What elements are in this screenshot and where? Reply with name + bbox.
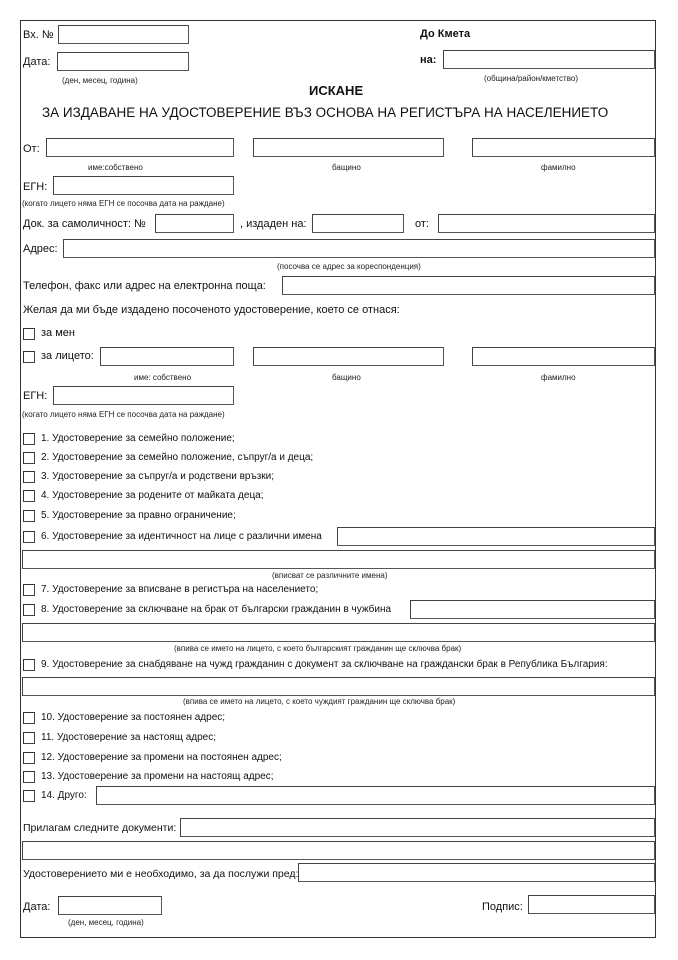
- certificate-8-checkbox[interactable]: [23, 604, 35, 616]
- applicant-egn-field[interactable]: [53, 176, 234, 195]
- id-doc-number-field[interactable]: [155, 214, 234, 233]
- footer-date-field[interactable]: [58, 896, 162, 915]
- certificate-6-label: 6. Удостоверение за идентичност на лице с различни имена: [41, 531, 322, 542]
- certificate-1-label: 1. Удостоверение за семейно положение;: [41, 433, 235, 444]
- of-label: на:: [420, 54, 437, 66]
- incoming-no-field[interactable]: [58, 25, 189, 44]
- address-label: Адрес:: [23, 243, 58, 255]
- certificate-6-checkbox[interactable]: [23, 531, 35, 543]
- for-me-checkbox[interactable]: [23, 328, 35, 340]
- to-mayor-label: До Кмета: [420, 28, 471, 40]
- person-egn-field[interactable]: [53, 386, 234, 405]
- applicant-father-name-field[interactable]: [253, 138, 444, 157]
- certificate-10-label: 10. Удостоверение за постоянен адрес;: [41, 712, 226, 723]
- certificate-7-checkbox[interactable]: [23, 584, 35, 596]
- certificate-6-hint: (вписват се различните имена): [272, 571, 388, 580]
- certificate-8-hint: (впива се името на лицето, с което българският гражданин ще сключва брак): [174, 644, 462, 653]
- first-name-hint: име:собствено: [88, 163, 143, 172]
- municipality-field[interactable]: [443, 50, 655, 69]
- id-doc-issued-on-field[interactable]: [312, 214, 404, 233]
- person-first-name-hint: име: собствено: [134, 373, 192, 382]
- date-hint: (ден, месец, година): [62, 76, 138, 85]
- for-person-label: за лицето:: [41, 350, 94, 362]
- issued-on-label: , издаден на:: [240, 218, 307, 230]
- egn-hint: (когато лицето няма ЕГН се посочва дата на раждане): [22, 199, 225, 208]
- egn-label: ЕГН:: [23, 181, 48, 193]
- footer-date-hint: (ден, месец, година): [68, 918, 144, 927]
- from-label: От:: [23, 143, 40, 155]
- certificate-2-checkbox[interactable]: [23, 452, 35, 464]
- contact-field[interactable]: [282, 276, 655, 295]
- purpose-label: Удостоверението ми е необходимо, за да послужи пред:: [23, 868, 299, 880]
- certificate-13-label: 13. Удостоверение за промени на настоящ адрес;: [41, 771, 274, 782]
- family-name-hint: фамилно: [541, 163, 576, 172]
- certificate-12-checkbox[interactable]: [23, 752, 35, 764]
- certificate-4-label: 4. Удостоверение за родените от майката деца;: [41, 490, 264, 501]
- person-father-name-field[interactable]: [253, 347, 444, 366]
- address-hint: (посочва се адрес за кореспонденция): [277, 262, 421, 271]
- certificate-8-label: 8. Удостоверение за сключване на брак от български гражданин в чужбина: [41, 604, 392, 615]
- for-person-checkbox[interactable]: [23, 351, 35, 363]
- certificate-9-label: 9. Удостоверение за снабдяване на чужд гражданин с документ за сключване на граждански брак в Република България:: [41, 659, 608, 670]
- applicant-first-name-field[interactable]: [46, 138, 234, 157]
- for-me-label: за мен: [41, 327, 75, 339]
- certificate-9-checkbox[interactable]: [23, 659, 35, 671]
- person-egn-hint: (когато лицето няма ЕГН се посочва дата на раждане): [22, 410, 225, 419]
- certificate-11-checkbox[interactable]: [23, 732, 35, 744]
- date-field[interactable]: [57, 52, 189, 71]
- certificate-3-label: 3. Удостоверение за съпруг/а и родствени връзки;: [41, 471, 275, 482]
- person-first-name-field[interactable]: [100, 347, 234, 366]
- certificate-5-checkbox[interactable]: [23, 510, 35, 522]
- attach-field-2[interactable]: [22, 841, 655, 860]
- issued-by-label: от:: [415, 218, 429, 230]
- certificate-4-checkbox[interactable]: [23, 490, 35, 502]
- certificate-11-label: 11. Удостоверение за настоящ адрес;: [41, 732, 217, 743]
- certificate-9-spouse-field[interactable]: [22, 677, 655, 696]
- address-field[interactable]: [63, 239, 655, 258]
- certificate-8-spouse-field-2[interactable]: [22, 623, 655, 642]
- certificate-9-hint: (впива се името на лицето, с което чуждият гражданин ще сключва брак): [183, 697, 456, 706]
- certificate-3-checkbox[interactable]: [23, 471, 35, 483]
- person-family-name-field[interactable]: [472, 347, 655, 366]
- certificate-1-checkbox[interactable]: [23, 433, 35, 445]
- signature-label: Подпис:: [482, 901, 523, 913]
- person-father-name-hint: бащино: [332, 373, 361, 382]
- certificate-14-other-field[interactable]: [96, 786, 655, 805]
- id-doc-label: Док. за самоличност: №: [23, 218, 146, 230]
- attach-field[interactable]: [180, 818, 655, 837]
- request-intro: Желая да ми бъде издадено посоченото удостоверение, което се отнася:: [23, 304, 400, 316]
- certificate-13-checkbox[interactable]: [23, 771, 35, 783]
- certificate-8-spouse-field[interactable]: [410, 600, 655, 619]
- certificate-14-label: 14. Друго:: [41, 790, 87, 801]
- municipality-hint: (община/район/кметство): [484, 74, 578, 83]
- footer-date-label: Дата:: [23, 901, 51, 913]
- certificate-12-label: 12. Удостоверение за промени на постоянен адрес;: [41, 752, 282, 763]
- applicant-family-name-field[interactable]: [472, 138, 655, 157]
- incoming-no-label: Вх. №: [23, 29, 54, 41]
- attach-label: Прилагам следните документи:: [23, 822, 177, 834]
- purpose-field[interactable]: [298, 863, 655, 882]
- certificate-6-names-field[interactable]: [337, 527, 655, 546]
- certificate-6-names-field-2[interactable]: [22, 550, 655, 569]
- certificate-10-checkbox[interactable]: [23, 712, 35, 724]
- certificate-7-label: 7. Удостоверение за вписване в регистъра на населението;: [41, 584, 319, 595]
- certificate-5-label: 5. Удостоверение за правно ограничение;: [41, 510, 236, 521]
- certificate-14-checkbox[interactable]: [23, 790, 35, 802]
- form-subtitle: ЗА ИЗДАВАНЕ НА УДОСТОВЕРЕНИЕ ВЪЗ ОСНОВА НА РЕГИСТЪРА НА НАСЕЛЕНИЕТО: [42, 105, 609, 120]
- form-title: ИСКАНЕ: [309, 83, 364, 98]
- date-label: Дата:: [23, 56, 51, 68]
- person-family-name-hint: фамилно: [541, 373, 576, 382]
- contact-label: Телефон, факс или адрес на електронна поща:: [23, 280, 266, 292]
- father-name-hint: бащино: [332, 163, 361, 172]
- certificate-2-label: 2. Удостоверение за семейно положение, съпруг/а и деца;: [41, 452, 314, 463]
- signature-field[interactable]: [528, 895, 655, 914]
- id-doc-issued-by-field[interactable]: [438, 214, 655, 233]
- person-egn-label: ЕГН:: [23, 390, 48, 402]
